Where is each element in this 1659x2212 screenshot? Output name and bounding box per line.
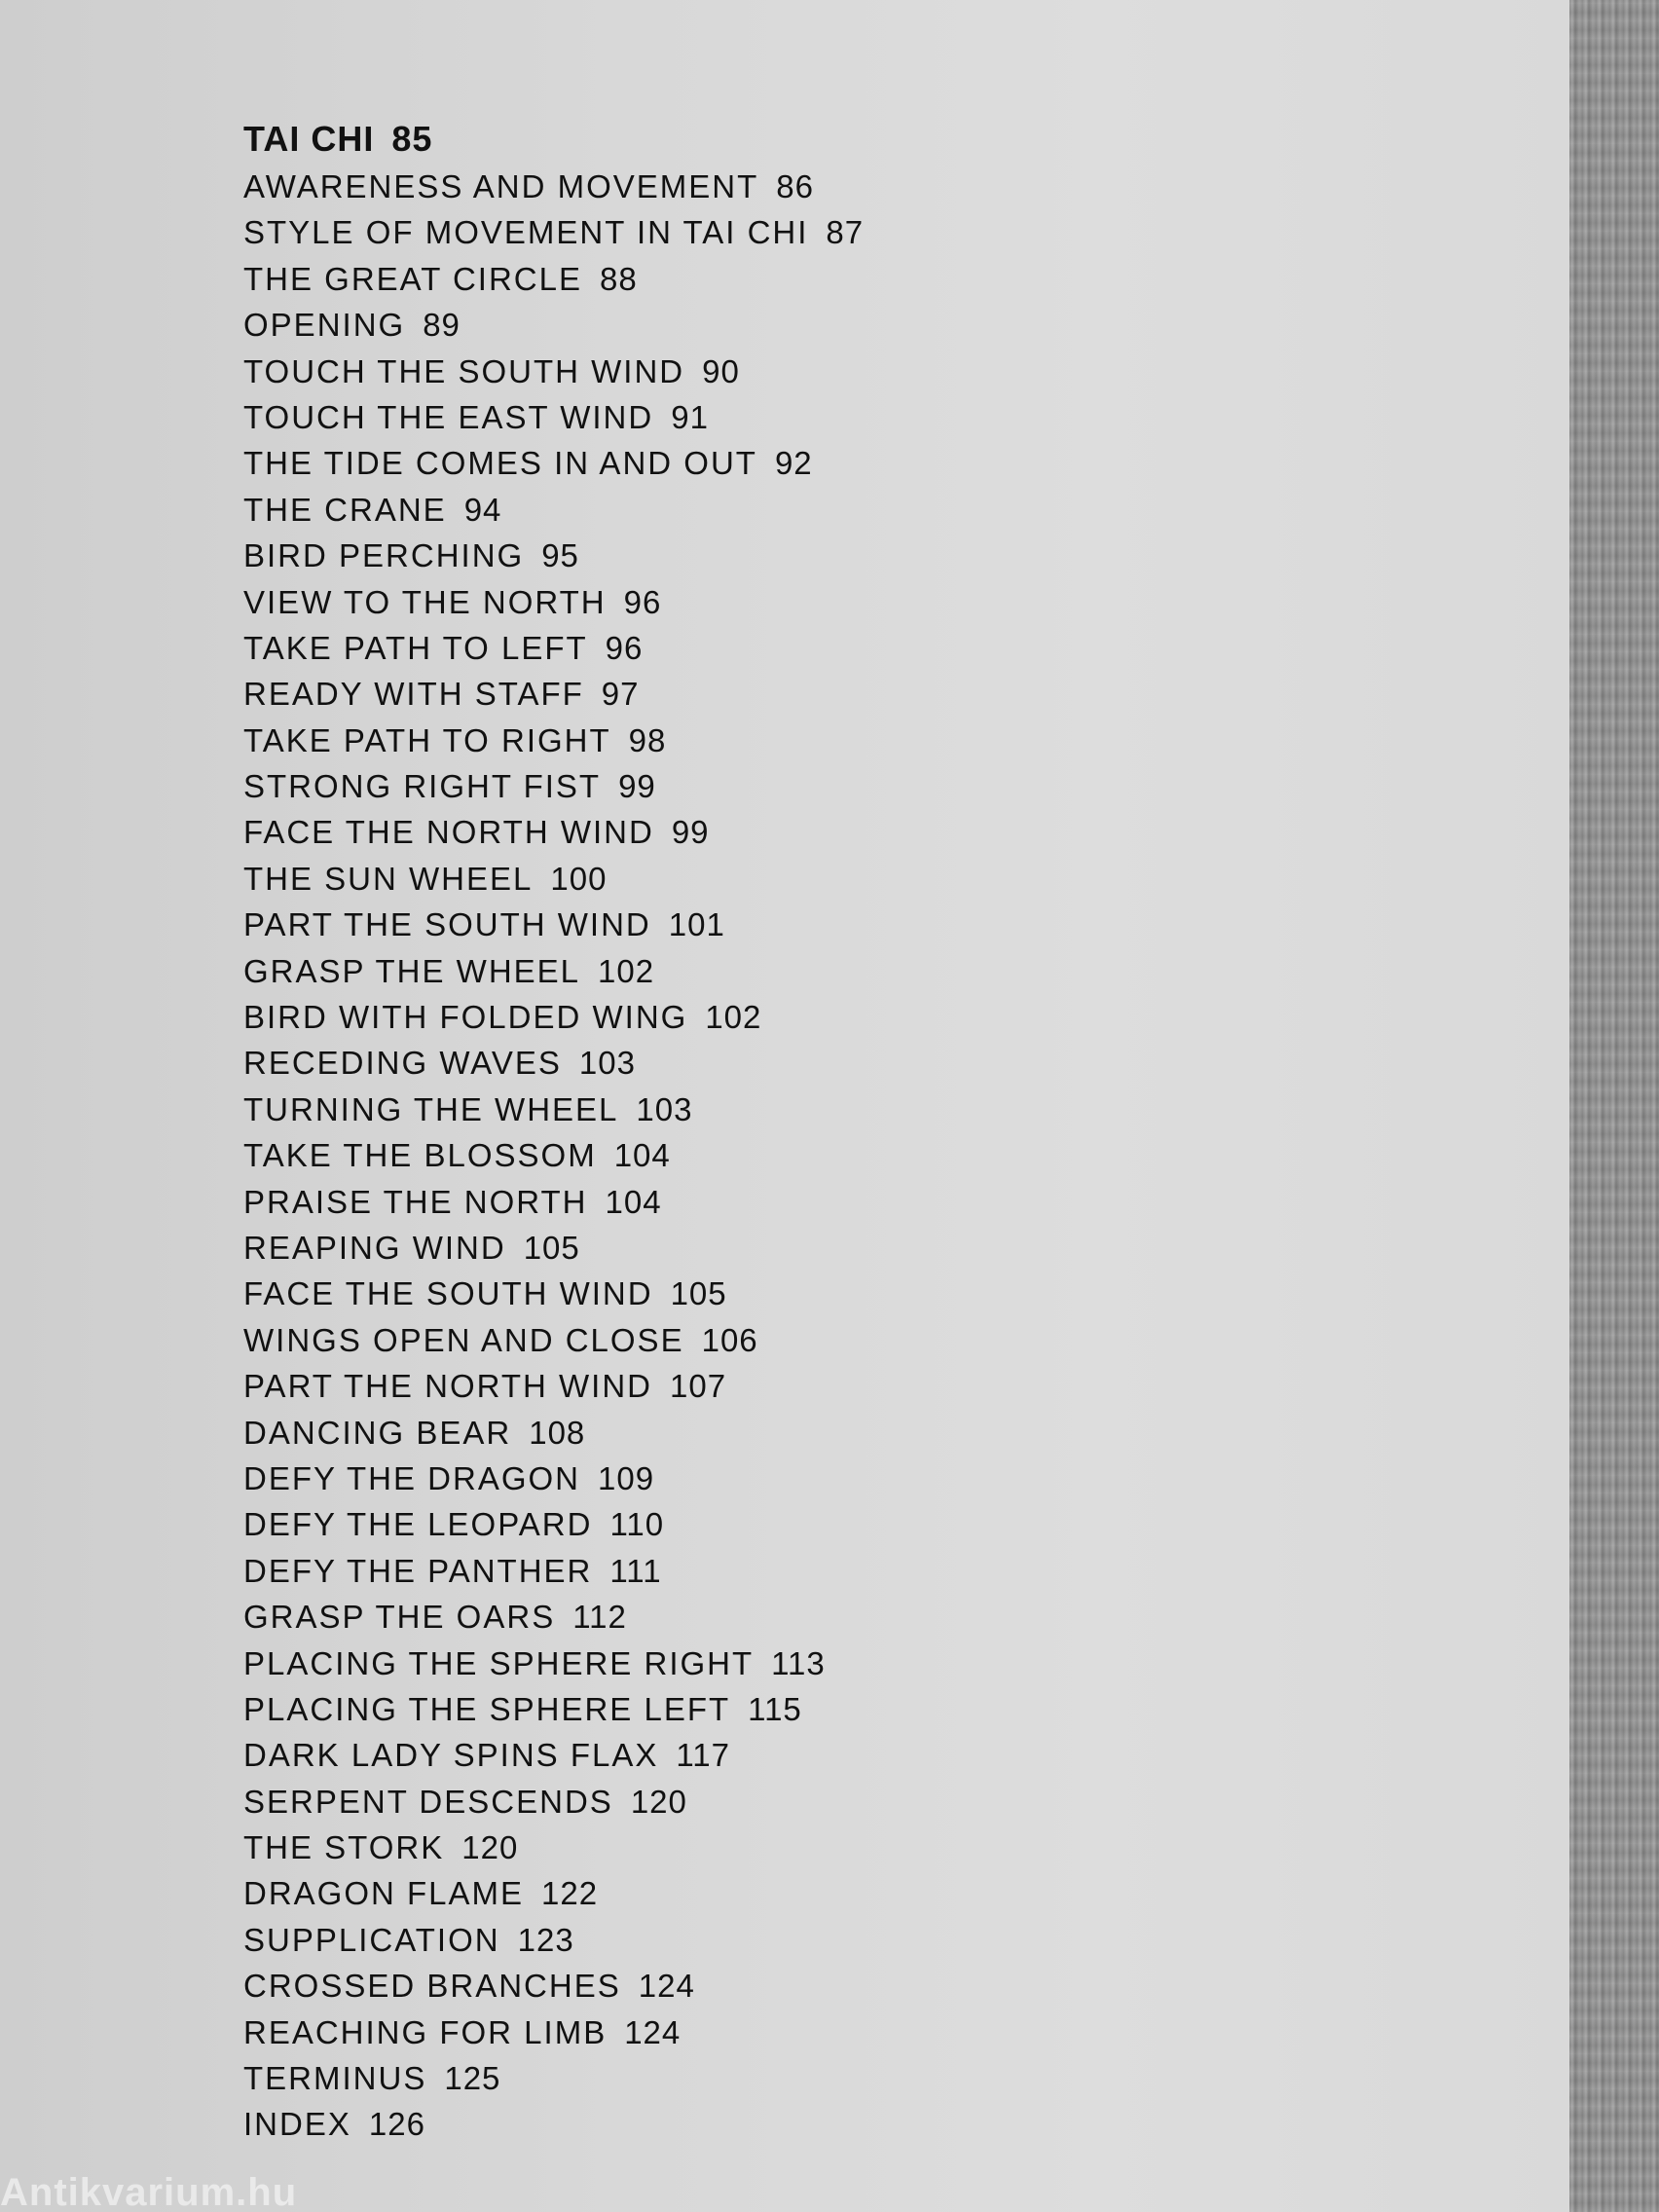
toc-entry	[243, 533, 864, 578]
toc-entry	[243, 1225, 864, 1271]
toc-entry-title: DEFY THE DRAGON	[243, 1459, 580, 1496]
toc-entry-page: 120	[461, 1829, 519, 1866]
toc-entry	[243, 1594, 864, 1640]
toc-entry-page: 110	[609, 1506, 665, 1543]
toc-entry-page: 96	[623, 583, 662, 620]
toc-entry	[243, 671, 864, 717]
toc-entry-title: RECEDING WAVES	[243, 1045, 562, 1082]
toc-entry-title: THE GREAT CIRCLE	[243, 260, 582, 297]
toc-entry-title: THE TIDE COMES IN AND OUT	[243, 445, 757, 482]
toc-entry-page: 104	[605, 1183, 662, 1220]
toc-entry-title: PLACING THE SPHERE RIGHT	[243, 1644, 755, 1681]
toc-entry-title: REAPING WIND	[243, 1229, 506, 1266]
toc-entry	[243, 1132, 864, 1178]
toc-entry-page: 123	[517, 1921, 574, 1958]
toc-entry	[243, 2101, 864, 2147]
toc-entry-page: 113	[771, 1644, 826, 1681]
toc-entry	[243, 1456, 864, 1501]
toc-entry-page: 106	[701, 1321, 758, 1358]
watermark: Antikvarium.hu	[0, 2173, 298, 2212]
toc-entry-title: THE CRANE	[243, 491, 447, 528]
toc-entry-page: 103	[636, 1090, 693, 1127]
toc-entry-page: 92	[774, 445, 813, 482]
toc-entry	[243, 1870, 864, 1916]
toc-entry	[243, 2055, 864, 2101]
toc-heading	[243, 115, 864, 164]
toc-entry-title: DEFY THE LEOPARD	[243, 1506, 593, 1543]
toc-entry	[243, 763, 864, 809]
toc-entry-title: BIRD PERCHING	[243, 537, 525, 574]
toc-entry-page: 96	[605, 629, 644, 666]
toc-entry-title: TURNING THE WHEEL	[243, 1090, 619, 1127]
toc-entry-page: 122	[541, 1875, 599, 1912]
toc-entry	[243, 625, 864, 671]
toc-entry-page: 120	[630, 1783, 687, 1820]
toc-entry-title: READY WITH STAFF	[243, 676, 584, 713]
toc-entry-title: CROSSED BRANCHES	[243, 1968, 621, 2005]
toc-entry-title: DANCING BEAR	[243, 1414, 512, 1451]
toc-entry-title: TAKE THE BLOSSOM	[243, 1137, 597, 1174]
toc-entry-page: 99	[618, 768, 656, 805]
toc-entry-page: 98	[628, 721, 667, 758]
toc-entry	[243, 948, 864, 994]
toc-entry	[243, 394, 864, 440]
toc-entry	[243, 256, 864, 302]
toc-entry-page: 107	[669, 1368, 727, 1405]
toc-entry-title: FACE THE SOUTH WIND	[243, 1275, 653, 1312]
toc-entry	[243, 1779, 864, 1825]
toc-entry-page: 115	[748, 1690, 802, 1727]
toc-entry-page: 87	[826, 214, 865, 251]
toc-entry-title: TERMINUS	[243, 2060, 427, 2097]
toc-entry-page: 117	[676, 1737, 730, 1774]
toc-entry-title: THE STORK	[243, 1829, 445, 1866]
toc-entry	[243, 1363, 864, 1409]
toc-entry	[243, 579, 864, 625]
toc-entry	[243, 718, 864, 763]
toc-entry	[243, 809, 864, 855]
toc-entry-page: 101	[668, 906, 725, 943]
toc-entry-page: 88	[600, 260, 638, 297]
toc-entry-title: FACE THE NORTH WIND	[243, 814, 654, 851]
toc-entry-title: GRASP THE OARS	[243, 1599, 556, 1636]
toc-entry-page: 100	[550, 860, 608, 897]
toc-entry	[243, 1963, 864, 2009]
toc-entry	[243, 1917, 864, 1963]
toc-entry-title: TOUCH THE SOUTH WIND	[243, 352, 685, 389]
toc-entry-page: 91	[671, 398, 709, 435]
toc-entry-title: DEFY THE PANTHER	[243, 1552, 593, 1589]
toc-entry	[243, 440, 864, 486]
toc-entry	[243, 1732, 864, 1778]
toc-entry-page: 124	[624, 2013, 682, 2050]
toc-entry	[243, 1501, 864, 1547]
toc-entry	[243, 1087, 864, 1132]
toc-entry-page: 108	[529, 1414, 586, 1451]
toc-entry-page: 111	[609, 1552, 662, 1589]
toc-entry-title: SERPENT DESCENDS	[243, 1783, 613, 1820]
toc-entry	[243, 1686, 864, 1732]
toc-entry-title: TOUCH THE EAST WIND	[243, 398, 654, 435]
toc-entry-page: 105	[523, 1229, 580, 1266]
toc-entry	[243, 302, 864, 348]
toc-entry-title: TAKE PATH TO RIGHT	[243, 721, 611, 758]
toc-entry	[243, 487, 864, 533]
toc-entry-title: REACHING FOR LIMB	[243, 2013, 608, 2050]
toc-entry-title: STRONG RIGHT FIST	[243, 768, 602, 805]
toc-entry-page: 94	[463, 491, 502, 528]
toc-entry	[243, 1317, 864, 1363]
toc-entry	[243, 2009, 864, 2055]
toc-entry-page: 102	[705, 999, 762, 1036]
page-edge-shadow	[1569, 0, 1659, 2212]
toc-entry-page: 99	[671, 814, 710, 851]
toc-heading-title: TAI CHI	[243, 119, 375, 159]
toc-entry-title: WINGS OPEN AND CLOSE	[243, 1321, 684, 1358]
toc-entry	[243, 902, 864, 947]
table-of-contents	[243, 115, 864, 2148]
toc-entry-page: 103	[578, 1045, 636, 1082]
toc-entry	[243, 1179, 864, 1225]
toc-entry-title: SUPPLICATION	[243, 1921, 500, 1958]
toc-entry-title: PRAISE THE NORTH	[243, 1183, 588, 1220]
toc-entry-title: VIEW TO THE NORTH	[243, 583, 607, 620]
toc-entry-title: DRAGON FLAME	[243, 1875, 525, 1912]
toc-entry-page: 112	[572, 1599, 627, 1636]
toc-entry-page: 105	[670, 1275, 727, 1312]
toc-entry	[243, 1040, 864, 1086]
toc-entry-page: 125	[444, 2060, 501, 2097]
toc-entry-page: 90	[702, 352, 740, 389]
toc-entry	[243, 164, 864, 209]
toc-heading-page: 85	[391, 119, 433, 159]
toc-entry	[243, 1410, 864, 1456]
toc-entry-title: DARK LADY SPINS FLAX	[243, 1737, 659, 1774]
toc-entry-title: BIRD WITH FOLDED WING	[243, 999, 688, 1036]
toc-entry-page: 95	[541, 537, 579, 574]
toc-entry	[243, 1825, 864, 1870]
toc-entry-page: 102	[598, 952, 655, 989]
toc-entry-page: 97	[601, 676, 640, 713]
toc-entry	[243, 1641, 864, 1686]
toc-entry-title: PLACING THE SPHERE LEFT	[243, 1690, 731, 1727]
toc-entry	[243, 1271, 864, 1316]
toc-entry	[243, 209, 864, 255]
toc-entry-title: AWARENESS AND MOVEMENT	[243, 168, 759, 204]
toc-entry-title: PART THE NORTH WIND	[243, 1368, 652, 1405]
toc-entry-title: PART THE SOUTH WIND	[243, 906, 651, 943]
toc-entry	[243, 994, 864, 1040]
toc-entry-page: 109	[598, 1459, 655, 1496]
toc-entry-page: 89	[423, 307, 461, 344]
toc-entry-page: 86	[776, 168, 815, 204]
toc-entry-title: GRASP THE WHEEL	[243, 952, 581, 989]
toc-entry-page: 126	[368, 2106, 425, 2143]
toc-entry	[243, 856, 864, 902]
toc-entry-title: STYLE OF MOVEMENT IN TAI CHI	[243, 214, 809, 251]
toc-entry-page: 104	[613, 1137, 671, 1174]
toc-entry	[243, 1548, 864, 1594]
toc-entry-title: INDEX	[243, 2106, 351, 2143]
toc-entry-page: 124	[638, 1968, 695, 2005]
toc-entry	[243, 349, 864, 394]
toc-entry-title: TAKE PATH TO LEFT	[243, 629, 588, 666]
toc-entry-title: THE SUN WHEEL	[243, 860, 534, 897]
toc-entry-title: OPENING	[243, 307, 406, 344]
